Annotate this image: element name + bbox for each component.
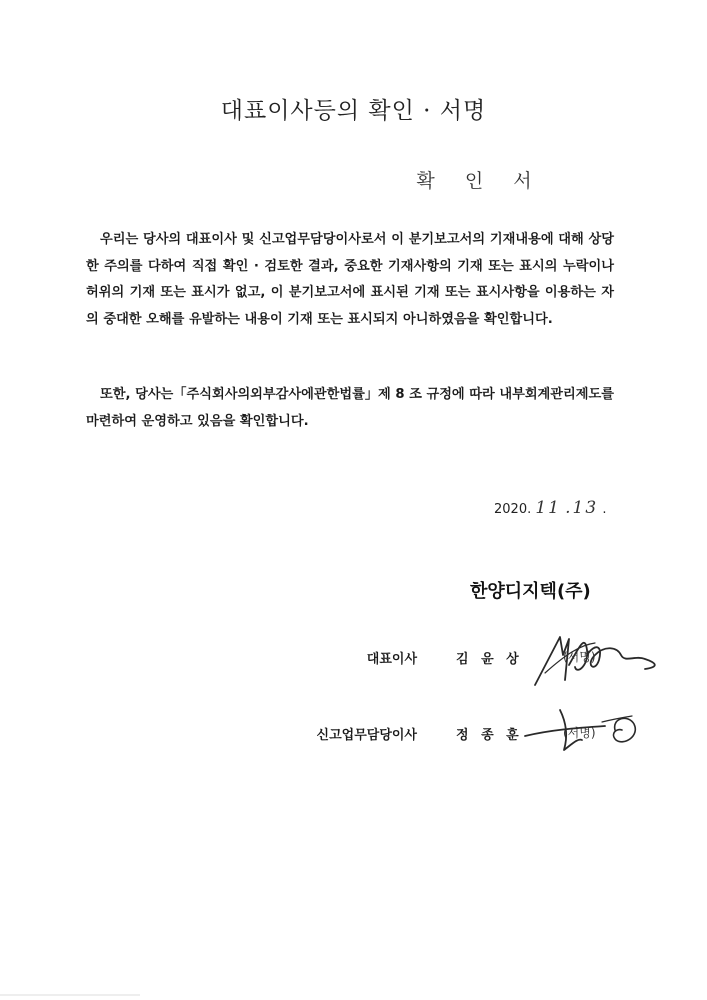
company-name: 한양디지텍(주) <box>470 581 591 602</box>
signatory-name: 정 종 훈 <box>456 728 523 743</box>
date-end: . <box>602 502 607 517</box>
scan-edge-line <box>0 994 140 996</box>
signature-placeholder: (서명) <box>563 650 596 664</box>
document-date <box>494 498 606 518</box>
signatory-row-ceo <box>0 648 707 678</box>
document-subtitle: 확 인 서 <box>416 170 544 192</box>
date-month: 11 <box>535 498 561 518</box>
date-day: .13 <box>565 498 599 518</box>
signature-placeholder: (서명) <box>563 726 596 740</box>
internal-control-paragraph: 또한, 당사는「주식회사의외부감사에관한법률」제 8 조 규정에 따라 내부회계관리제도를 마련하여 운영하고 있음을 확인합니다. <box>86 387 614 429</box>
confirmation-paragraph: 우리는 당사의 대표이사 및 신고업무담당이사로서 이 분기보고서의 기재내용에 대해 상당한 주의를 다하여 직접 확인 · 검토한 결과, 중요한 기재사항의 기재 또는 표시의 누락이나 허위의 기재 또는 표시가 없고, 이 분기보고서에 표시된 기재 또는 표시사항을 이용하는 자의 중대한 오해를 유발하는 내용이 기재 또는 표시되지 아니하였음을 확인합니다. <box>86 232 614 327</box>
signatory-row-reporting-director <box>0 724 707 754</box>
signatory-name: 김 윤 상 <box>456 652 523 667</box>
signatory-role: 대표이사 <box>366 652 417 667</box>
signatory-role: 신고업무담당이사 <box>316 728 417 743</box>
date-year: 2020. <box>494 502 532 517</box>
document-title: 대표이사등의 확인 · 서명 <box>220 98 487 124</box>
